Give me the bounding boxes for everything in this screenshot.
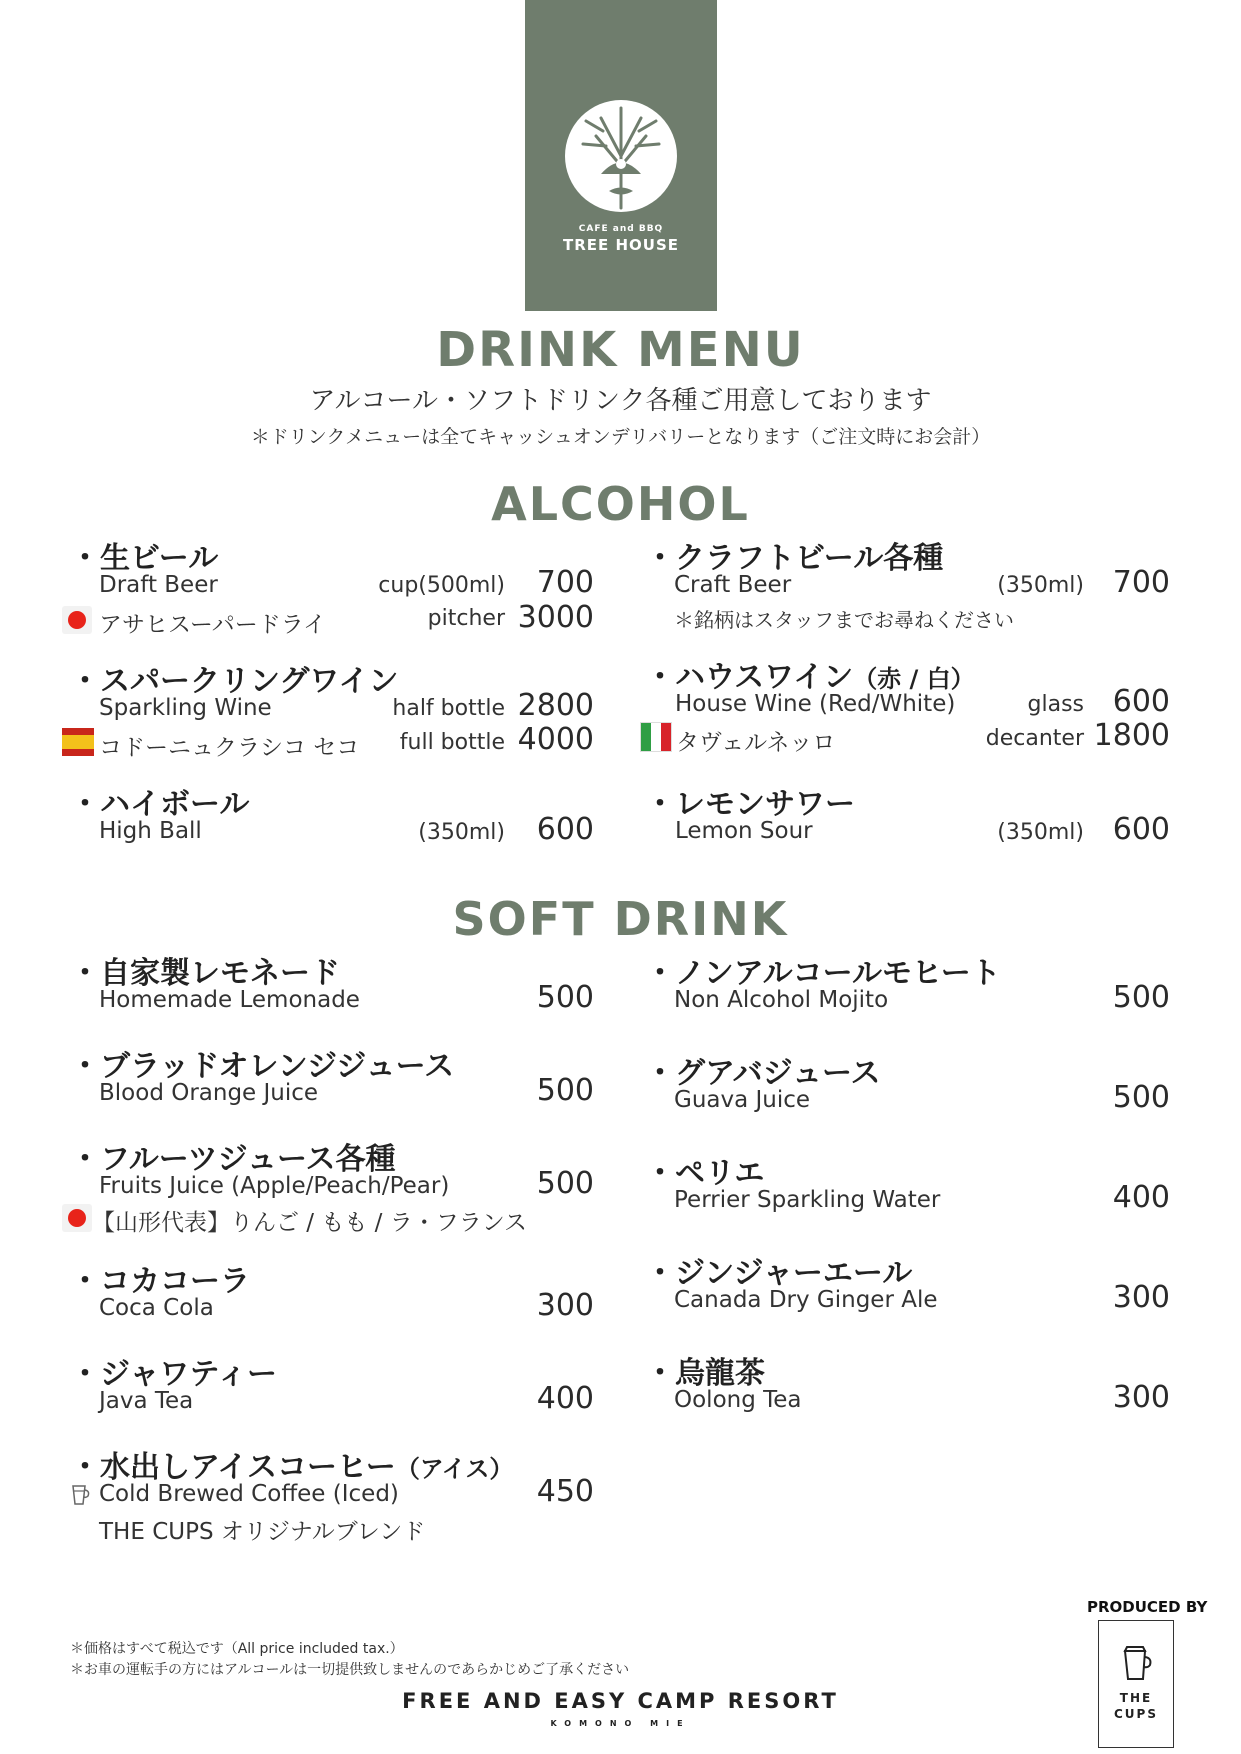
- tax-note: ＊価格はすべて税込です（All price included tax.）: [70, 1641, 404, 1657]
- lemonade-name-en: Homemade Lemonade: [99, 987, 360, 1013]
- guava-name-en: Guava Juice: [674, 1087, 811, 1113]
- house-wine-name-en: House Wine (Red/White): [675, 691, 956, 717]
- cup-logo-icon: [1121, 1645, 1155, 1683]
- ginger-ale-name-jp: ・ジンジャーエール: [645, 1256, 913, 1291]
- draft-beer-name-en: Draft Beer: [99, 572, 218, 598]
- payment-note: ＊ドリンクメニューは全てキャッシュオンデリバリーとなります（ご注文時にお会計）: [250, 426, 991, 448]
- house-wine-price-decanter: 1800: [1093, 718, 1170, 753]
- draft-beer-brand: アサヒスーパードライ: [99, 612, 327, 638]
- lemonade-price: 500: [536, 980, 594, 1015]
- cups-line1: THE: [1119, 1691, 1153, 1705]
- spain-flag-icon: [62, 728, 94, 756]
- lemon-sour-vol: (350ml): [997, 820, 1084, 845]
- cola-name-en: Coca Cola: [99, 1295, 214, 1321]
- house-wine-price-glass: 600: [1112, 684, 1170, 719]
- highball-price: 600: [536, 812, 594, 847]
- resort-name: FREE AND EASY CAMP RESORT: [402, 1689, 839, 1713]
- mojito-name-jp: ・ノンアルコールモヒート: [645, 956, 1001, 991]
- guava-name-jp: ・グアバジュース: [645, 1056, 881, 1091]
- highball-name-en: High Ball: [99, 818, 202, 844]
- sparkling-brand: コドーニュクラシコ セコ: [99, 735, 360, 761]
- java-tea-name-en: Java Tea: [99, 1388, 194, 1414]
- perrier-price: 400: [1112, 1180, 1170, 1215]
- draft-beer-price-cup: 700: [536, 565, 594, 600]
- lemon-sour-name-en: Lemon Sour: [675, 818, 813, 844]
- craft-beer-note: ＊銘柄はスタッフまでお尋ねください: [674, 608, 1014, 632]
- house-wine-jp-main: ・ハウスワイン: [645, 660, 854, 695]
- italy-flag-icon: [640, 722, 672, 752]
- blood-orange-name-jp: ・ブラッドオレンジジュース: [70, 1049, 455, 1084]
- craft-beer-name-jp: ・クラフトビール各種: [645, 541, 944, 576]
- house-wine-vol-decanter: decanter: [985, 726, 1084, 751]
- lemon-sour-name-jp: ・レモンサワー: [645, 787, 855, 822]
- lemon-sour-price: 600: [1112, 812, 1170, 847]
- logo-subtitle: CAFE and BBQ: [578, 224, 664, 234]
- cold-brew-name-en: Cold Brewed Coffee (Iced): [99, 1481, 399, 1507]
- java-tea-name-jp: ・ジャワティー: [70, 1357, 277, 1392]
- sparkling-price-full: 4000: [517, 722, 594, 757]
- oolong-name-en: Oolong Tea: [674, 1387, 802, 1413]
- cold-brew-jp-main: ・水出しアイスコーヒー: [70, 1450, 396, 1485]
- highball-vol: (350ml): [418, 820, 505, 845]
- perrier-name-jp: ・ペリエ: [645, 1156, 765, 1191]
- draft-beer-vol-cup: cup(500ml): [378, 573, 505, 598]
- oolong-price: 300: [1112, 1380, 1170, 1415]
- driver-note: ＊お車の運転手の方にはアルコールは一切提供致しませんのであらかじめご了承ください: [70, 1662, 630, 1678]
- blood-orange-name-en: Blood Orange Juice: [99, 1080, 319, 1106]
- ginger-ale-name-en: Canada Dry Ginger Ale: [674, 1287, 938, 1313]
- draft-beer-name-jp: ・生ビール: [70, 541, 219, 576]
- cup-icon: [70, 1483, 92, 1507]
- blood-orange-price: 500: [536, 1073, 594, 1108]
- house-wine-jp-small: （赤 / 白）: [853, 665, 975, 693]
- sparkling-name-jp: ・スパークリングワイン: [70, 664, 399, 699]
- house-wine-vol-glass: glass: [1027, 692, 1084, 717]
- ginger-ale-price: 300: [1112, 1280, 1170, 1315]
- sparkling-name-en: Sparkling Wine: [99, 695, 272, 721]
- java-tea-price: 400: [536, 1381, 594, 1416]
- sparkling-vol-full: full bottle: [399, 730, 505, 755]
- the-cups-logo: [1098, 1620, 1174, 1748]
- cups-line2: CUPS: [1114, 1707, 1158, 1721]
- oolong-name-jp: ・烏龍茶: [645, 1356, 765, 1391]
- logo-panel: [525, 0, 717, 311]
- lemonade-name-jp: ・自家製レモネード: [70, 956, 340, 991]
- resort-location: KOMONO MIE: [550, 1719, 691, 1728]
- sparkling-vol-half: half bottle: [392, 696, 505, 721]
- draft-beer-price-pitcher: 3000: [517, 600, 594, 635]
- fruits-juice-price: 500: [536, 1166, 594, 1201]
- cold-brew-name-jp: [70, 1442, 513, 1486]
- cold-brew-jp-small: （アイス）: [395, 1455, 514, 1483]
- perrier-name-en: Perrier Sparkling Water: [674, 1187, 941, 1213]
- logo-name: TREE HOUSE: [562, 236, 680, 254]
- fruits-juice-name-en: Fruits Juice (Apple/Peach/Pear): [99, 1173, 450, 1199]
- page-title: DRINK MENU: [436, 322, 805, 378]
- craft-beer-name-en: Craft Beer: [674, 572, 792, 598]
- soft-drink-heading: SOFT DRINK: [452, 892, 789, 946]
- japan-flag-icon: [62, 1204, 92, 1232]
- fruits-juice-name-jp: ・フルーツジュース各種: [70, 1142, 396, 1177]
- alcohol-heading: ALCOHOL: [491, 477, 750, 531]
- page-subtitle: アルコール・ソフトドリンク各種ご用意しております: [309, 386, 932, 416]
- produced-by-label: PRODUCED BY: [1087, 1598, 1208, 1616]
- mojito-price: 500: [1112, 980, 1170, 1015]
- tree-house-logo-icon: [561, 96, 681, 216]
- house-wine-brand: タヴェルネッロ: [676, 730, 836, 756]
- cola-price: 300: [536, 1288, 594, 1323]
- cola-name-jp: ・コカコーラ: [70, 1264, 250, 1299]
- craft-beer-vol: (350ml): [997, 573, 1084, 598]
- japan-flag-icon: [62, 606, 92, 634]
- draft-beer-vol-pitcher: pitcher: [427, 606, 505, 631]
- cold-brew-price: 450: [536, 1474, 594, 1509]
- highball-name-jp: ・ハイボール: [70, 787, 250, 822]
- guava-price: 500: [1112, 1080, 1170, 1115]
- sparkling-price-half: 2800: [517, 688, 594, 723]
- mojito-name-en: Non Alcohol Mojito: [674, 987, 889, 1013]
- house-wine-name-jp: [645, 652, 975, 696]
- fruits-juice-origin: 【山形代表】りんご / もも / ラ・フランス: [92, 1210, 528, 1236]
- craft-beer-price: 700: [1112, 565, 1170, 600]
- cold-brew-blend: THE CUPS オリジナルブレンド: [99, 1519, 426, 1545]
